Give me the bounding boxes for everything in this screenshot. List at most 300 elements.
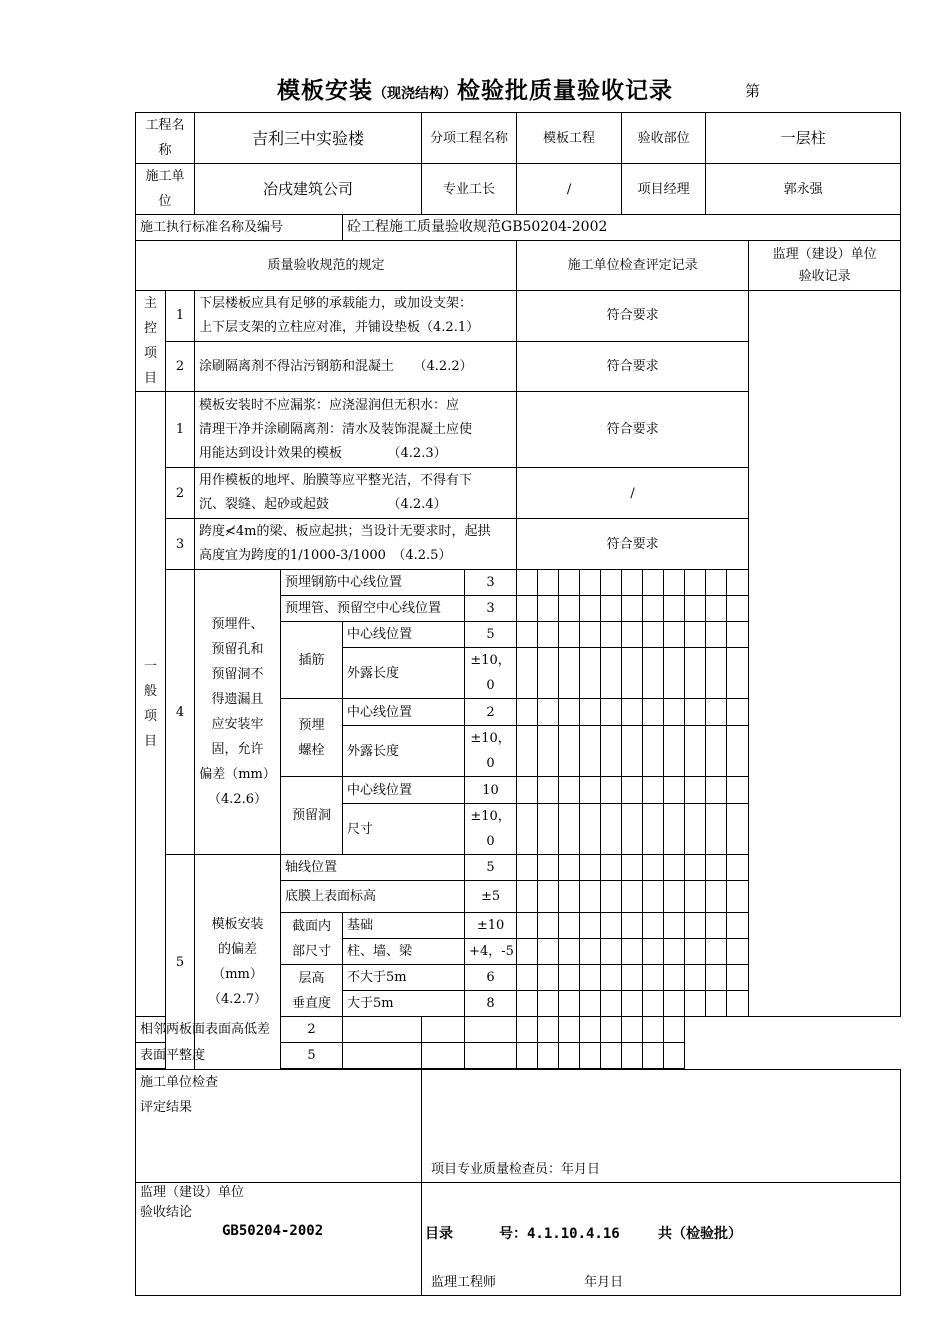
measure-cell xyxy=(559,777,580,804)
row-text-line: 用作模板的地坪、胎膜等应平整光洁，不得有下 xyxy=(199,473,473,488)
section-label xyxy=(281,913,343,965)
tolerance-value: 2 xyxy=(281,1017,343,1043)
measure-cell xyxy=(643,648,664,699)
row-no: 5 xyxy=(166,855,195,1070)
tolerance-value: ±5 xyxy=(465,881,517,913)
bolt-label-line: 螺栓 xyxy=(298,742,325,758)
measure-cell xyxy=(664,777,685,804)
measure-cell xyxy=(517,622,538,648)
group-char: 控 xyxy=(143,321,157,336)
supervisor-sign-date: 年月日 xyxy=(584,1275,624,1290)
measure-cell xyxy=(538,622,559,648)
measure-cell xyxy=(517,1017,538,1043)
column-spec: 质量验收规范的规定 xyxy=(136,241,517,291)
measure-cell xyxy=(643,699,664,726)
measure-cell xyxy=(727,648,749,699)
measure-cell xyxy=(664,648,685,699)
measure-cell xyxy=(706,939,727,965)
tolerance-name: 大于5m xyxy=(343,991,465,1017)
part-label: 验收部位 xyxy=(622,113,706,164)
group-char: 主 xyxy=(143,296,157,311)
measure-cell xyxy=(601,726,622,777)
measure-cell xyxy=(517,804,538,855)
standard-label: 施工执行标准名称及编号 xyxy=(136,215,343,241)
sub-project-label: 分项工程名称 xyxy=(422,113,517,164)
measure-cell xyxy=(538,699,559,726)
tolerance-value: 5 xyxy=(465,622,517,648)
tolerance-value: 8 xyxy=(465,991,517,1017)
measure-cell xyxy=(664,726,685,777)
tolerance-name: 底膜上表面标高 xyxy=(281,881,465,913)
page-label: 第 xyxy=(745,82,761,100)
desc-line: 模板安装 xyxy=(211,917,264,932)
measure-cell xyxy=(643,881,664,913)
measure-cell xyxy=(622,913,643,939)
tolerance-name: 相邻两板面表面高低差 xyxy=(136,1017,281,1043)
measure-cell xyxy=(706,699,727,726)
row-text xyxy=(195,392,517,468)
measure-cell xyxy=(601,777,622,804)
foreman: / xyxy=(517,164,622,215)
measure-cell xyxy=(622,965,643,991)
desc-line: （4.2.7） xyxy=(207,992,268,1007)
measure-cell xyxy=(664,804,685,855)
measure-cell xyxy=(538,1043,559,1069)
row-result: 符合要求 xyxy=(517,341,749,392)
tolerance-value: ±10，0 xyxy=(465,648,517,699)
supervisor-check-label-line: 监理（建设）单位 xyxy=(140,1185,245,1200)
tolerance-name: 基础 xyxy=(343,913,465,939)
measure-cell xyxy=(601,1043,622,1069)
desc-line: （mm） xyxy=(212,967,263,982)
measure-cell xyxy=(343,1017,422,1043)
measure-cell xyxy=(706,777,727,804)
measure-cell xyxy=(538,913,559,939)
measure-cell xyxy=(601,855,622,881)
measure-cell xyxy=(727,913,749,939)
group-char: 目 xyxy=(143,371,157,386)
desc-line: 预留孔和 xyxy=(211,642,264,657)
measure-cell xyxy=(727,965,749,991)
measure-cell xyxy=(559,939,580,965)
measure-cell xyxy=(664,1017,685,1043)
measure-cell xyxy=(706,965,727,991)
group-char: 项 xyxy=(143,346,157,361)
measure-cell xyxy=(580,1043,601,1069)
row-text: 涂刷隔离剂不得沾污钢筋和混凝土 （4.2.2） xyxy=(195,341,517,392)
measure-cell xyxy=(664,699,685,726)
tolerance-name: 柱、墙、梁 xyxy=(343,939,465,965)
row-text-line: 用能达到设计效果的模板 （4.2.3） xyxy=(199,445,447,461)
measure-cell xyxy=(643,913,664,939)
contractor-check-label xyxy=(136,1070,422,1183)
measure-cell xyxy=(664,991,685,1017)
measure-cell xyxy=(643,965,664,991)
measure-cell xyxy=(706,648,727,699)
bolt-label xyxy=(281,699,343,777)
measure-cell xyxy=(538,648,559,699)
row-text-line: 高度宜为跨度的1/1000-3/1000 （4.2.5） xyxy=(199,548,452,563)
measure-cell xyxy=(580,855,601,881)
measure-cell xyxy=(664,622,685,648)
row-text-line: 模板安装时不应漏浆：应浇湿润但无积水：应 xyxy=(199,397,460,413)
measure-cell xyxy=(538,804,559,855)
measure-cell xyxy=(706,570,727,596)
measure-cell xyxy=(517,913,538,939)
row-text xyxy=(195,468,517,519)
tolerance-name: 中心线位置 xyxy=(343,777,465,804)
desc-line: 偏差（mm） xyxy=(199,767,276,782)
tolerance-name: 外露长度 xyxy=(343,648,465,699)
measure-cell xyxy=(601,648,622,699)
measure-cell xyxy=(727,726,749,777)
row-no: 2 xyxy=(166,468,195,519)
group-char: 项 xyxy=(143,709,157,724)
measure-cell xyxy=(559,804,580,855)
measure-cell xyxy=(664,1043,685,1069)
tolerance-name: 中心线位置 xyxy=(343,699,465,726)
measure-cell xyxy=(559,881,580,913)
measure-cell xyxy=(706,881,727,913)
measure-cell xyxy=(706,726,727,777)
row-text-line: 上下层支架的立柱应对准，并铺设垫板（4.2.1） xyxy=(199,319,480,335)
measure-cell xyxy=(559,1043,580,1069)
measure-cell xyxy=(643,804,664,855)
measure-cell xyxy=(622,570,643,596)
group-char: 一 xyxy=(143,659,157,674)
measure-cell xyxy=(538,777,559,804)
desc-line: 预留洞不 xyxy=(211,667,264,682)
measure-cell xyxy=(664,881,685,913)
row-text-line: 跨度≮4m的梁、板应起拱；当设计无要求时，起拱 xyxy=(199,524,491,539)
measure-cell xyxy=(465,1017,517,1043)
tolerance-name: 中心线位置 xyxy=(343,622,465,648)
measure-cell xyxy=(559,726,580,777)
tolerance-value: 5 xyxy=(281,1043,343,1069)
measure-cell xyxy=(517,699,538,726)
row-no: 1 xyxy=(166,392,195,468)
measure-cell xyxy=(622,939,643,965)
measure-cell xyxy=(643,726,664,777)
measure-cell xyxy=(559,596,580,622)
contractor: 冶戌建筑公司 xyxy=(195,164,422,215)
desc-line: 应安装牢 xyxy=(211,717,264,732)
measure-cell xyxy=(559,648,580,699)
measure-cell xyxy=(685,726,706,777)
measure-cell xyxy=(622,881,643,913)
contractor-label: 施工单位 xyxy=(136,164,195,215)
measure-cell xyxy=(517,855,538,881)
measure-cell xyxy=(538,965,559,991)
measure-cell xyxy=(685,855,706,881)
measure-cell xyxy=(664,965,685,991)
desc-line: 预埋件、 xyxy=(211,617,264,632)
measure-cell xyxy=(538,596,559,622)
measure-cell xyxy=(727,991,749,1017)
measure-cell xyxy=(580,699,601,726)
measure-cell xyxy=(727,596,749,622)
measure-cell xyxy=(685,699,706,726)
measure-cell xyxy=(517,648,538,699)
manager-label: 项目经理 xyxy=(622,164,706,215)
contractor-check-label-line: 施工单位检查 xyxy=(140,1075,219,1090)
measure-cell xyxy=(727,699,749,726)
measure-cell xyxy=(580,881,601,913)
measure-cell xyxy=(622,699,643,726)
row-no: 2 xyxy=(166,341,195,392)
measure-cell xyxy=(559,570,580,596)
measure-cell xyxy=(465,1043,517,1069)
measure-cell xyxy=(601,965,622,991)
tolerance-name: 表面平整度 xyxy=(136,1043,281,1069)
tolerance-value: ±10，0 xyxy=(465,804,517,855)
row-text xyxy=(195,291,517,342)
measure-cell xyxy=(622,1017,643,1043)
supervisor-check-label xyxy=(136,1183,422,1296)
measure-cell xyxy=(685,881,706,913)
measure-cell xyxy=(622,648,643,699)
item4-desc xyxy=(195,570,281,855)
vertical-label xyxy=(281,965,343,1017)
measure-cell xyxy=(601,991,622,1017)
measure-cell xyxy=(601,596,622,622)
measure-cell xyxy=(622,596,643,622)
measure-cell xyxy=(580,570,601,596)
insert-label: 插筋 xyxy=(281,622,343,699)
tolerance-name: 尺寸 xyxy=(343,804,465,855)
measure-cell xyxy=(685,965,706,991)
measure-cell xyxy=(517,726,538,777)
measure-cell xyxy=(622,726,643,777)
measure-cell xyxy=(727,622,749,648)
vertical-label-line: 垂直度 xyxy=(292,995,332,1011)
measure-cell xyxy=(727,939,749,965)
title-main2: 检验批质量验收记录 xyxy=(457,78,673,104)
tolerance-name: 不大于5m xyxy=(343,965,465,991)
row-result: 符合要求 xyxy=(517,291,749,342)
measure-cell xyxy=(685,777,706,804)
tolerance-name: 预埋管、预留空中心线位置 xyxy=(281,596,465,622)
desc-line: 得遗漏且 xyxy=(211,692,264,707)
measure-cell xyxy=(517,777,538,804)
part: 一层柱 xyxy=(706,113,901,164)
supervisor-check-label-line: 验收结论 xyxy=(140,1205,193,1220)
measure-cell xyxy=(601,913,622,939)
group-char: 般 xyxy=(143,684,157,699)
measure-cell xyxy=(580,991,601,1017)
row-no: 1 xyxy=(166,291,195,342)
title-sub: （现浇结构） xyxy=(373,86,457,102)
section-label-line: 部尺寸 xyxy=(292,943,332,959)
measure-cell xyxy=(727,804,749,855)
measure-cell xyxy=(727,855,749,881)
tolerance-value: 6 xyxy=(465,965,517,991)
measure-cell xyxy=(538,881,559,913)
desc-line: （4.2.6） xyxy=(207,792,268,807)
measure-cell xyxy=(643,777,664,804)
measure-cell xyxy=(580,965,601,991)
footer-number: 号：4.1.10.4.16 xyxy=(499,1226,620,1242)
measure-cell xyxy=(517,991,538,1017)
measure-cell xyxy=(643,622,664,648)
measure-cell xyxy=(622,777,643,804)
tolerance-value: ±10 xyxy=(465,913,517,939)
tolerance-name: 轴线位置 xyxy=(281,855,465,881)
supervisor-sign-text: 监理工程师 xyxy=(431,1275,497,1290)
measure-cell xyxy=(643,939,664,965)
tolerance-name: 外露长度 xyxy=(343,726,465,777)
measure-cell xyxy=(643,570,664,596)
measure-cell xyxy=(601,804,622,855)
foreman-label: 专业工长 xyxy=(422,164,517,215)
inspection-form xyxy=(135,112,901,1296)
measure-cell xyxy=(727,777,749,804)
measure-cell xyxy=(559,622,580,648)
measure-cell xyxy=(706,596,727,622)
tolerance-value: +4，-5 xyxy=(465,939,517,965)
bolt-label-line: 预埋 xyxy=(298,717,325,733)
measure-cell xyxy=(559,1017,580,1043)
measure-cell xyxy=(517,939,538,965)
tolerance-value: 2 xyxy=(465,699,517,726)
measure-cell xyxy=(664,855,685,881)
footer-code: GB50204-2002 xyxy=(222,1223,324,1239)
row-result: / xyxy=(517,468,749,519)
measure-cell xyxy=(517,570,538,596)
measure-cell xyxy=(601,699,622,726)
measure-cell xyxy=(685,648,706,699)
measure-cell xyxy=(580,939,601,965)
measure-cell xyxy=(664,570,685,596)
measure-cell xyxy=(643,991,664,1017)
project-name: 吉利三中实验楼 xyxy=(195,113,422,164)
standard: 砼工程施工质量验收规范GB50204-2002 xyxy=(343,215,901,241)
project-name-label: 工程名称 xyxy=(136,113,195,164)
row-no: 3 xyxy=(166,519,195,570)
measure-cell xyxy=(706,804,727,855)
desc-line: 的偏差 xyxy=(218,942,258,957)
measure-cell xyxy=(601,570,622,596)
measure-cell xyxy=(559,991,580,1017)
tolerance-value: 3 xyxy=(465,596,517,622)
measure-cell xyxy=(685,804,706,855)
measure-cell xyxy=(685,991,706,1017)
title-main1: 模板安装 xyxy=(277,78,373,104)
row-result: 符合要求 xyxy=(517,519,749,570)
measure-cell xyxy=(559,913,580,939)
page-title xyxy=(0,72,950,105)
tolerance-value: ±10，0 xyxy=(465,726,517,777)
footer-catalog: 目录 xyxy=(425,1226,453,1242)
measure-cell xyxy=(580,726,601,777)
measure-cell xyxy=(643,1017,664,1043)
row-result: 符合要求 xyxy=(517,392,749,468)
main-items-group xyxy=(136,291,166,392)
group-char: 目 xyxy=(143,734,157,749)
measure-cell xyxy=(422,1017,465,1043)
tolerance-value: 3 xyxy=(465,570,517,596)
measure-cell xyxy=(601,622,622,648)
supervise-record xyxy=(749,291,901,1017)
measure-cell xyxy=(706,855,727,881)
measure-cell xyxy=(622,1043,643,1069)
contractor-sign-text: 项目专业质量检查员：年月日 xyxy=(431,1162,601,1177)
measure-cell xyxy=(601,881,622,913)
measure-cell xyxy=(685,622,706,648)
measure-cell xyxy=(580,596,601,622)
measure-cell xyxy=(538,939,559,965)
measure-cell xyxy=(685,570,706,596)
measure-cell xyxy=(664,596,685,622)
column-supervise xyxy=(749,241,901,291)
measure-cell xyxy=(580,622,601,648)
section-label-line: 截面内 xyxy=(292,918,332,934)
sub-project: 模板工程 xyxy=(517,113,622,164)
measure-cell xyxy=(706,622,727,648)
row-text-line: 下层楼板应具有足够的承载能力，或加设支架： xyxy=(199,295,473,311)
measure-cell xyxy=(517,965,538,991)
measure-cell xyxy=(622,804,643,855)
measure-cell xyxy=(517,881,538,913)
measure-cell xyxy=(622,855,643,881)
measure-cell xyxy=(422,1043,465,1069)
measure-cell xyxy=(685,913,706,939)
measure-cell xyxy=(559,855,580,881)
measure-cell xyxy=(580,1017,601,1043)
measure-cell xyxy=(538,570,559,596)
column-check: 施工单位检查评定记录 xyxy=(517,241,749,291)
contractor-check-label-line: 评定结果 xyxy=(140,1100,193,1115)
tolerance-value: 5 xyxy=(465,855,517,881)
column-supervise-line2: 验收记录 xyxy=(798,268,851,284)
measure-cell xyxy=(622,622,643,648)
measure-cell xyxy=(727,570,749,596)
measure-cell xyxy=(538,855,559,881)
row-text-line: 沉、裂缝、起砂或起鼓 （4.2.4） xyxy=(199,497,447,512)
measure-cell xyxy=(622,991,643,1017)
measure-cell xyxy=(643,1043,664,1069)
measure-cell xyxy=(580,804,601,855)
measure-cell xyxy=(559,699,580,726)
desc-line: 固，允许 xyxy=(211,742,264,757)
row-text-line: 清理干净并涂刷隔离剂：清水及装饰混凝土应使 xyxy=(199,421,473,437)
measure-cell xyxy=(601,1017,622,1043)
manager: 郭永强 xyxy=(706,164,901,215)
measure-cell xyxy=(685,939,706,965)
measure-cell xyxy=(343,1043,422,1069)
tolerance-name: 预埋钢筋中心线位置 xyxy=(281,570,465,596)
measure-cell xyxy=(538,726,559,777)
measure-cell xyxy=(664,939,685,965)
measure-cell xyxy=(580,777,601,804)
measure-cell xyxy=(538,991,559,1017)
measure-cell xyxy=(685,596,706,622)
measure-cell xyxy=(538,1017,559,1043)
vertical-label-line: 层高 xyxy=(298,970,325,986)
tolerance-value: 10 xyxy=(465,777,517,804)
footer-total: 共（检验批） xyxy=(658,1226,742,1242)
measure-cell xyxy=(643,855,664,881)
measure-cell xyxy=(517,596,538,622)
measure-cell xyxy=(559,965,580,991)
measure-cell xyxy=(706,991,727,1017)
measure-cell xyxy=(580,648,601,699)
hole-label: 预留洞 xyxy=(281,777,343,855)
general-items-group xyxy=(136,392,166,1017)
measure-cell xyxy=(727,881,749,913)
measure-cell xyxy=(643,596,664,622)
measure-cell xyxy=(517,1043,538,1069)
